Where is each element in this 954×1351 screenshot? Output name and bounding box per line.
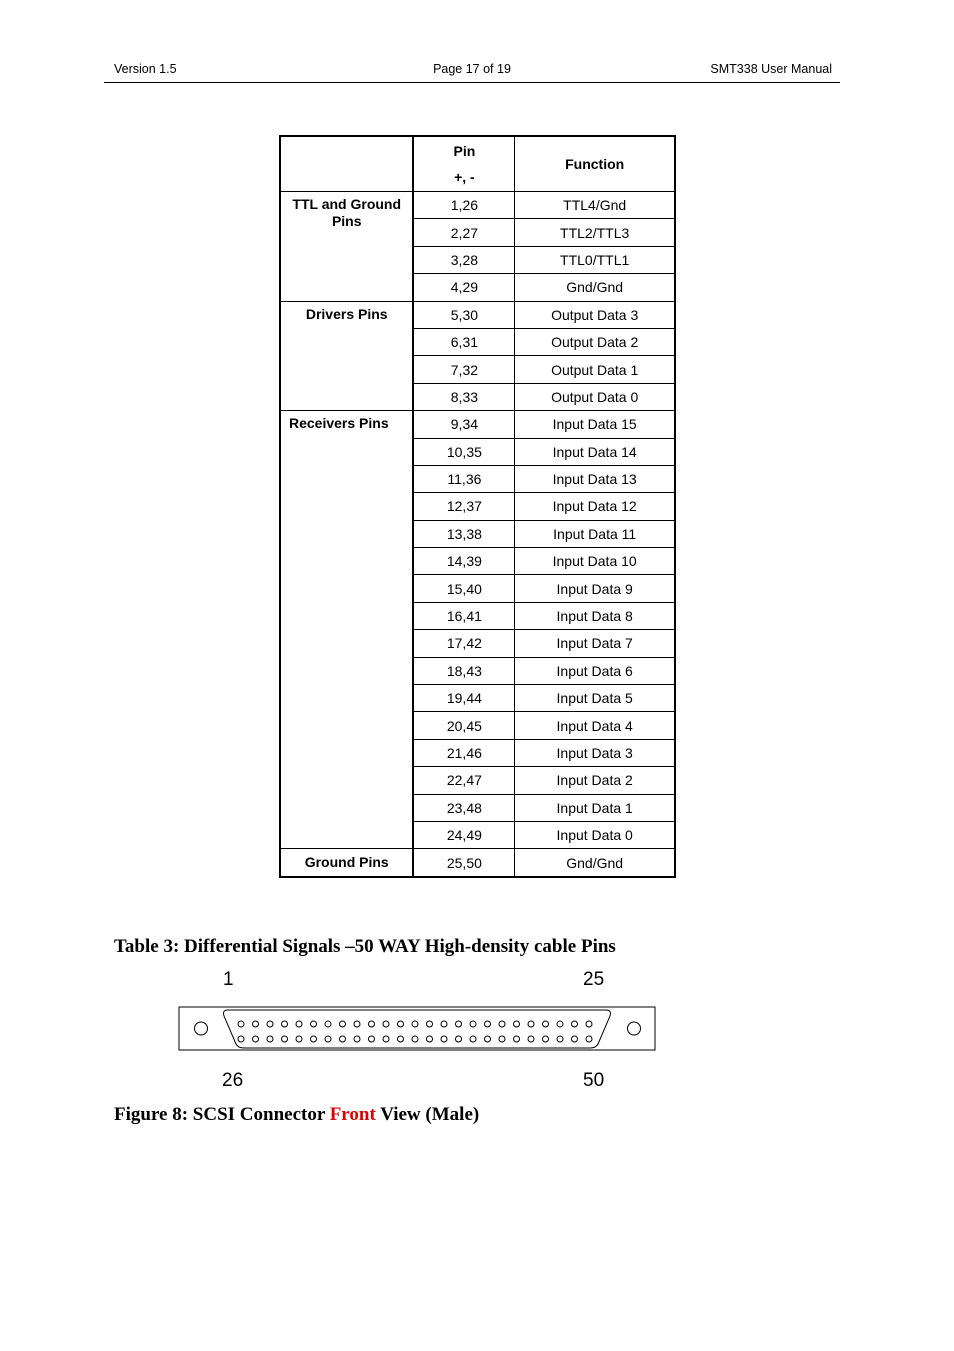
connector-pin-top <box>441 1021 447 1027</box>
connector-pin-bottom <box>267 1036 273 1042</box>
pin-cell: 1,26 <box>413 192 514 219</box>
connector-pin-top <box>557 1021 563 1027</box>
function-cell: Input Data 4 <box>515 712 675 739</box>
function-cell: Input Data 1 <box>515 794 675 821</box>
connector-pin-bottom <box>572 1036 578 1042</box>
pin-header-label: Pin <box>453 143 476 159</box>
figure-caption <box>114 1104 479 1126</box>
pin-cell: 20,45 <box>413 712 514 739</box>
figure-caption-highlight: Front <box>329 1104 376 1125</box>
connector-pin-top <box>311 1021 317 1027</box>
function-cell: TTL4/Gnd <box>515 192 675 219</box>
connector-pin-bottom <box>514 1036 520 1042</box>
connector-pin-top <box>528 1021 534 1027</box>
function-cell: Output Data 2 <box>515 328 675 355</box>
group-label-ground: Ground Pins <box>280 849 413 877</box>
pin-cell: 8,33 <box>413 383 514 410</box>
table-row <box>280 301 675 328</box>
pin-cell: 14,39 <box>413 548 514 575</box>
function-cell: Input Data 5 <box>515 685 675 712</box>
function-cell: Input Data 2 <box>515 767 675 794</box>
connector-pin-top <box>456 1021 462 1027</box>
function-cell: Input Data 3 <box>515 739 675 766</box>
pin-cell: 3,28 <box>413 246 514 273</box>
connector-pin-top <box>427 1021 433 1027</box>
function-cell: Input Data 9 <box>515 575 675 602</box>
function-cell: Input Data 11 <box>515 520 675 547</box>
connector-pin-top <box>340 1021 346 1027</box>
pin-cell: 4,29 <box>413 274 514 301</box>
function-cell: Input Data 8 <box>515 602 675 629</box>
pin-cell: 10,35 <box>413 438 514 465</box>
pin-cell: 12,37 <box>413 493 514 520</box>
table-header-row <box>280 136 675 192</box>
pin-table <box>279 135 676 878</box>
connector-pin-bottom <box>586 1036 592 1042</box>
pin-header-sub: +, - <box>454 169 475 185</box>
connector-pin-bottom <box>253 1036 259 1042</box>
figure-caption-suffix: View (Male) <box>375 1104 480 1125</box>
function-cell: Input Data 13 <box>515 465 675 492</box>
connector-pin-bottom <box>557 1036 563 1042</box>
connector-pin-top <box>296 1021 302 1027</box>
manual-title: SMT338 User Manual <box>710 62 832 76</box>
pin-header <box>413 136 514 192</box>
connector-pin-bottom <box>238 1036 244 1042</box>
page-number: Page 17 of 19 <box>433 62 511 76</box>
function-cell: Output Data 0 <box>515 383 675 410</box>
pin-cell: 24,49 <box>413 821 514 848</box>
connector-pin-top <box>586 1021 592 1027</box>
table-row <box>280 411 675 438</box>
connector-pin-bottom <box>528 1036 534 1042</box>
pin-cell: 6,31 <box>413 328 514 355</box>
pin-cell: 13,38 <box>413 520 514 547</box>
group-label-ttl: TTL and Ground Pins <box>280 192 413 302</box>
function-cell: Input Data 14 <box>515 438 675 465</box>
table-row <box>280 192 675 219</box>
page-header <box>104 62 840 83</box>
function-cell: Input Data 7 <box>515 630 675 657</box>
connector-pin-top <box>325 1021 331 1027</box>
function-cell: Input Data 0 <box>515 821 675 848</box>
function-cell: Output Data 3 <box>515 301 675 328</box>
pin-cell: 25,50 <box>413 849 514 877</box>
connector-pin-top <box>514 1021 520 1027</box>
function-cell: Output Data 1 <box>515 356 675 383</box>
pin-cell: 15,40 <box>413 575 514 602</box>
pin-cell: 5,30 <box>413 301 514 328</box>
connector-pin-bottom <box>369 1036 375 1042</box>
connector-pin-top <box>253 1021 259 1027</box>
pin-cell: 22,47 <box>413 767 514 794</box>
connector-pin-bottom <box>282 1036 288 1042</box>
connector-pin-bottom <box>412 1036 418 1042</box>
pin-cell: 23,48 <box>413 794 514 821</box>
scsi-connector-diagram <box>178 1006 656 1051</box>
connector-pin-top <box>238 1021 244 1027</box>
function-cell: Gnd/Gnd <box>515 849 675 877</box>
connector-pin-bottom <box>398 1036 404 1042</box>
pin-cell: 7,32 <box>413 356 514 383</box>
connector-pin-top <box>485 1021 491 1027</box>
pin-cell: 17,42 <box>413 630 514 657</box>
table-caption: Table 3: Differential Signals –50 WAY High-density cable Pins <box>114 936 616 957</box>
connector-pin-bottom <box>311 1036 317 1042</box>
pin-cell: 9,34 <box>413 411 514 438</box>
connector-pin-top <box>354 1021 360 1027</box>
function-header: Function <box>515 136 675 192</box>
mount-hole-right <box>628 1022 641 1035</box>
connector-label-1: 1 <box>223 969 234 990</box>
figure-caption-prefix: Figure 8: SCSI Connector <box>114 1104 330 1125</box>
connector-pin-bottom <box>485 1036 491 1042</box>
connector-shell <box>179 1007 655 1050</box>
connector-label-25: 25 <box>583 969 605 990</box>
connector-pin-top <box>543 1021 549 1027</box>
connector-pin-bottom <box>296 1036 302 1042</box>
connector-pin-top <box>470 1021 476 1027</box>
connector-pin-bottom <box>499 1036 505 1042</box>
connector-pin-bottom <box>543 1036 549 1042</box>
connector-pin-top <box>267 1021 273 1027</box>
group-label-drivers: Drivers Pins <box>280 301 413 411</box>
connector-pin-top <box>499 1021 505 1027</box>
function-cell: Input Data 10 <box>515 548 675 575</box>
connector-pin-bottom <box>441 1036 447 1042</box>
version-label: Version 1.5 <box>114 62 177 76</box>
group-label-receivers: Receivers Pins <box>280 411 413 849</box>
pin-cell: 19,44 <box>413 685 514 712</box>
connector-pin-bottom <box>325 1036 331 1042</box>
connector-pin-top <box>369 1021 375 1027</box>
connector-pin-bottom <box>383 1036 389 1042</box>
function-cell: Input Data 6 <box>515 657 675 684</box>
connector-pin-bottom <box>354 1036 360 1042</box>
connector-pin-top <box>572 1021 578 1027</box>
connector-pin-bottom <box>456 1036 462 1042</box>
pin-cell: 2,27 <box>413 219 514 246</box>
pin-cell: 16,41 <box>413 602 514 629</box>
connector-pin-top <box>398 1021 404 1027</box>
group-header-cell <box>280 136 413 192</box>
pin-cell: 11,36 <box>413 465 514 492</box>
function-cell: TTL2/TTL3 <box>515 219 675 246</box>
table-row <box>280 849 675 877</box>
connector-label-50: 50 <box>583 1070 605 1091</box>
pin-cell: 21,46 <box>413 739 514 766</box>
connector-pin-top <box>412 1021 418 1027</box>
mount-hole-left <box>195 1022 208 1035</box>
connector-label-26: 26 <box>222 1070 244 1091</box>
connector-pin-top <box>282 1021 288 1027</box>
function-cell: Input Data 12 <box>515 493 675 520</box>
connector-pin-top <box>383 1021 389 1027</box>
function-cell: TTL0/TTL1 <box>515 246 675 273</box>
function-cell: Input Data 15 <box>515 411 675 438</box>
pin-cell: 18,43 <box>413 657 514 684</box>
connector-pin-bottom <box>427 1036 433 1042</box>
function-cell: Gnd/Gnd <box>515 274 675 301</box>
connector-pin-bottom <box>340 1036 346 1042</box>
connector-pin-bottom <box>470 1036 476 1042</box>
connector-d-shape <box>224 1010 611 1048</box>
